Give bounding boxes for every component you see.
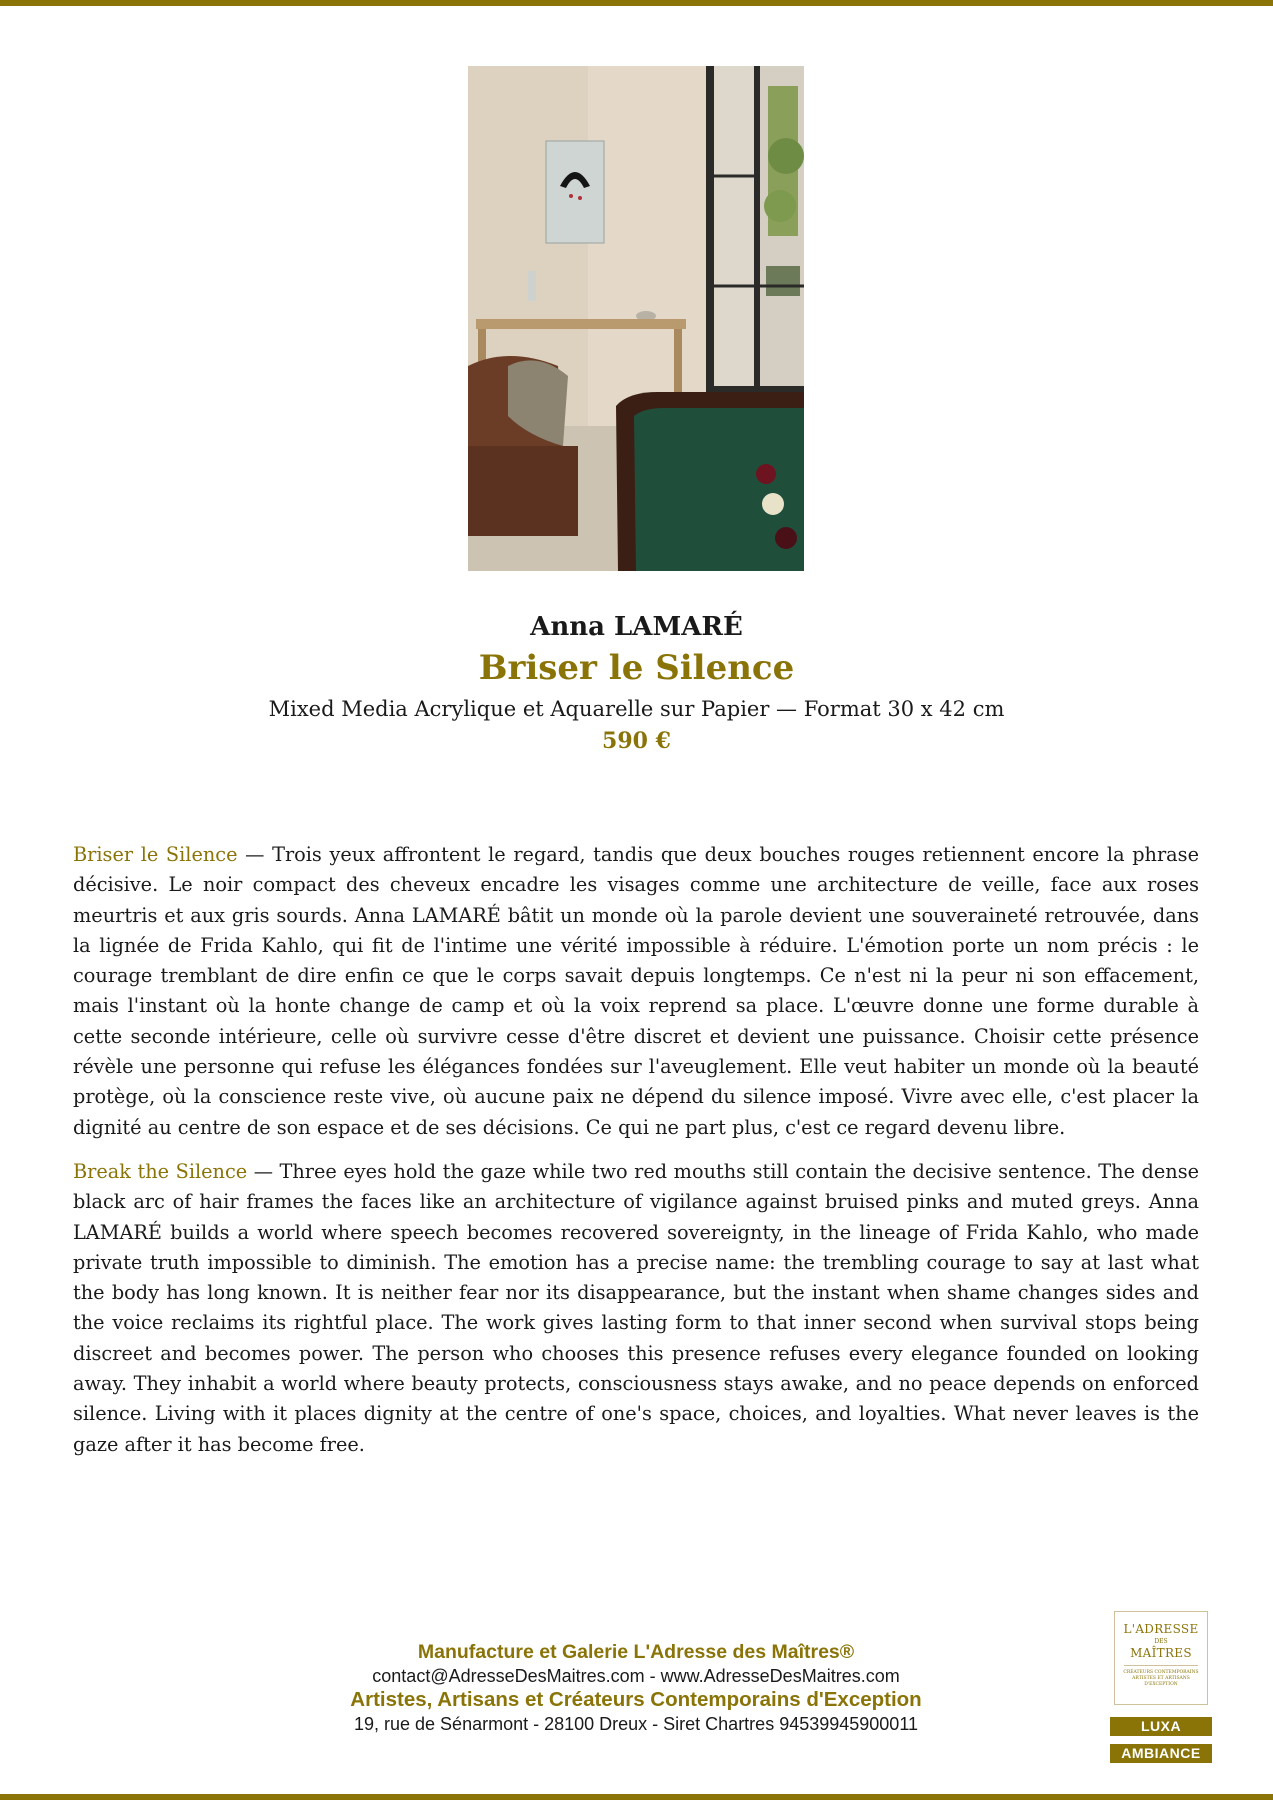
footer-address: 19, rue de Sénarmont - 28100 Dreux - Siret Chartres 94539945900011 xyxy=(353,1714,919,1734)
artwork-medium: Mixed Media Acrylique et Aquarelle sur Papier — Format 30 x 42 cm xyxy=(268,697,1005,721)
description-en-text: — Three eyes hold the gaze while two red mouths still contain the decisive sentence. The dense black arc of hair frames the faces like an architecture of vigilance against bruised pinks and muted greys. Anna LAMARÉ builds a world where speech becomes recovered sovereignty, in the lineage of Frida Kahlo, who made private truth impossible to diminish. The emotion has a precise name: the trembling courage to say at last what the body has long known. It is neither fear nor its disappearance, but the instant when shame changes sides and the voice reclaims its rightful place. The work gives lasting form to that inner second when survival stops being discreet and becomes power. The person who chooses this presence refuses every elegance founded on looking away. They inhabit a world where beauty protects, consciousness stays awake, and no peace depends on enforced silence. Living with it places dignity at the centre of one's space, choices, and loyalties. What never leaves is the gaze after it has become free. xyxy=(73,1159,1199,1456)
description xyxy=(73,840,1199,1474)
luxa-badge: LUXA xyxy=(1110,1717,1212,1736)
description-en xyxy=(73,1157,1199,1460)
footer-company: Manufacture et Galerie L'Adresse des Maîtres® xyxy=(417,1641,855,1663)
bottom-border xyxy=(0,1794,1273,1800)
ambiance-badge: AMBIANCE xyxy=(1110,1744,1212,1763)
artwork-room-photo-icon xyxy=(468,66,804,571)
description-fr-lead: Briser le Silence xyxy=(73,843,238,866)
footer-contact: contact@AdresseDesMaitres.com - www.AdresseDesMaitres.com xyxy=(372,1666,900,1686)
logo-line-3: MAÎTRES xyxy=(1130,1646,1192,1660)
footer xyxy=(236,1640,1036,1736)
top-border xyxy=(0,0,1273,6)
artwork-title: Briser le Silence xyxy=(478,648,795,688)
artwork-photo xyxy=(468,66,804,571)
description-fr-text: — Trois yeux affrontent le regard, tandis que deux bouches rouges retiennent encore la phrase décisive. Le noir compact des cheveux encadre les visages comme une architecture de veille, face aux roses meurtris et aux gris sourds. Anna LAMARÉ bâtit un monde où la parole devient une souveraineté retrouvée, dans la lignée de Frida Kahlo, qui fit de l'intime une vérité impossible à réduire. L'émotion porte un nom précis : le courage tremblant de dire enfin ce que le corps savait depuis longtemps. Ce n'est ni la peur ni son effacement, mais l'instant où la honte change de camp et où la voix reprend sa place. L'œuvre donne une forme durable à cette seconde intérieure, celle où survivre cesse d'être discret et devient une puissance. Choisir cette présence révèle une personne qui refuse les élégances fondées sur l'aveuglement. Elle veut habiter un monde où la beauté protège, où la conscience reste vive, où aucune paix ne dépend du silence imposé. Vivre avec elle, c'est placer la dignité au centre de son espace et de ses décisions. Ce qui ne part plus, c'est ce regard devenu libre. xyxy=(73,843,1199,1139)
footer-tagline: Artistes, Artisans et Créateurs Contemporains d'Exception xyxy=(350,1688,922,1711)
gallery-logo xyxy=(1114,1611,1208,1705)
logo-line-1: L'ADRESSE xyxy=(1123,1622,1199,1636)
description-fr xyxy=(73,840,1199,1143)
logo-line-4: CRÉATEURS CONTEMPORAINS ARTISTES ET ARTISANS D'EXCEPTION xyxy=(1123,1670,1199,1687)
description-en-lead: Break the Silence xyxy=(73,1159,248,1183)
logo-divider xyxy=(1124,1665,1198,1666)
artwork-price: 590 € xyxy=(602,728,671,754)
logo-line-2: DES xyxy=(1154,1638,1168,1645)
artwork-header xyxy=(0,610,1273,756)
artist-name: Anna LAMARÉ xyxy=(530,612,743,642)
